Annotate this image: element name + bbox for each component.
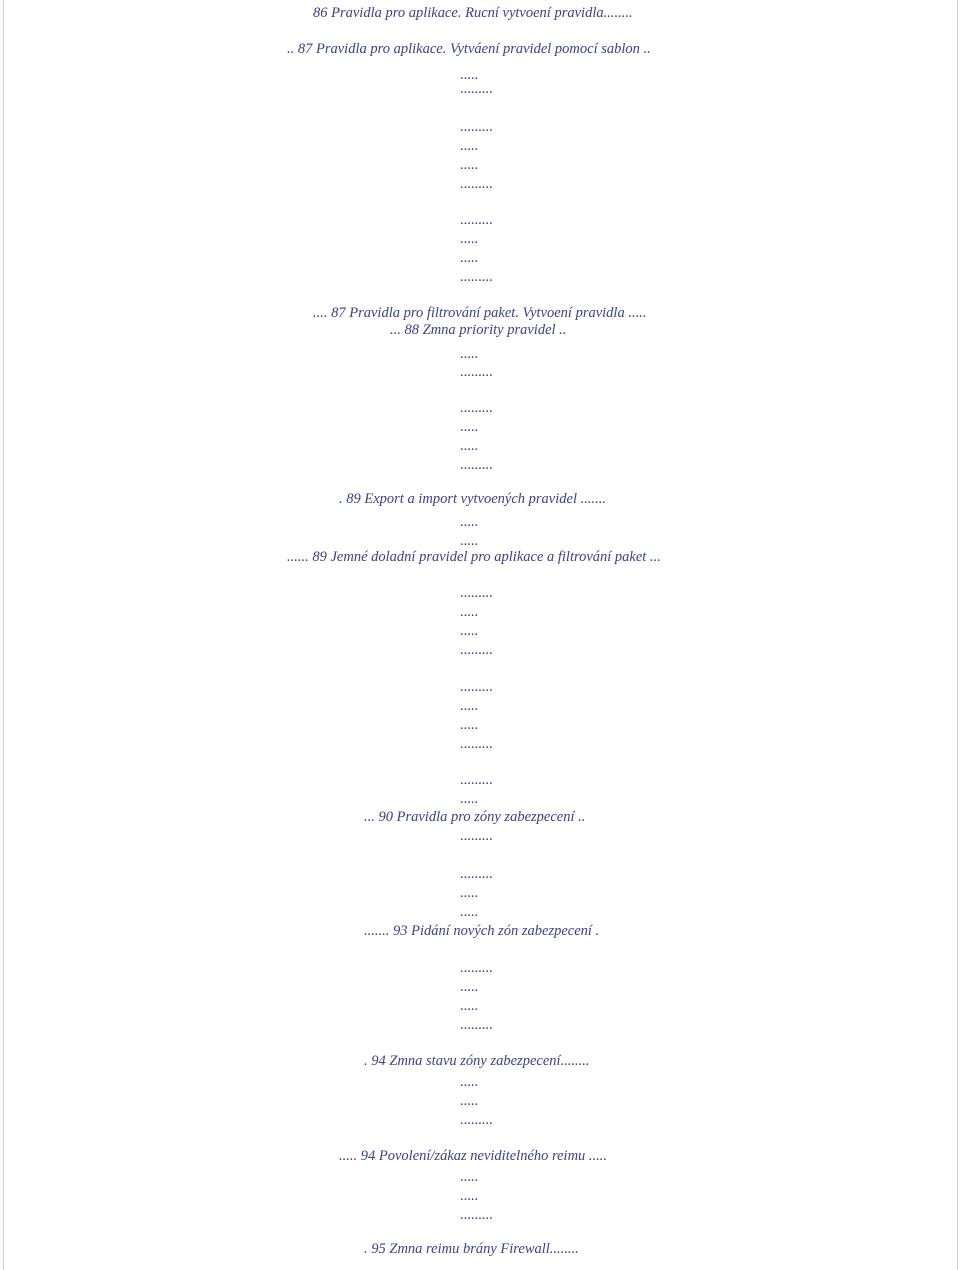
toc-leader-dots: .....	[460, 885, 479, 901]
toc-leader-dots: .....	[460, 250, 479, 266]
toc-leader-dots: .....	[460, 904, 479, 920]
toc-leader-dots: .....	[460, 231, 479, 247]
toc-leader-dots: .....	[460, 1188, 479, 1204]
toc-leader-dots: .........	[460, 1017, 493, 1033]
toc-leader-dots: .....	[460, 514, 479, 530]
toc-leader-dots: .....	[460, 419, 479, 435]
toc-entry-88-rule-priority: ... 88 Zmna priority pravidel ..	[390, 322, 567, 338]
toc-leader-dots: .....	[460, 533, 479, 549]
toc-leader-dots: .........	[460, 81, 493, 97]
toc-entry-90-security-zones: ... 90 Pravidla pro zóny zabezpecení ..	[364, 809, 586, 825]
toc-leader-dots: .....	[460, 604, 479, 620]
toc-leader-dots: .........	[460, 585, 493, 601]
toc-entry-94-zone-state: . 94 Zmna stavu zóny zabezpecení........	[364, 1053, 590, 1069]
toc-leader-dots: .........	[460, 960, 493, 976]
toc-leader-dots: .....	[460, 138, 479, 154]
toc-leader-dots: .....	[460, 717, 479, 733]
toc-entry-93-add-zones: ....... 93 Pidání nových zón zabezpecení .	[364, 923, 600, 939]
toc-entry-87-template-rule: .. 87 Pravidla pro aplikace. Vytváení pravidel pomocí sablon ..	[287, 41, 651, 57]
toc-leader-dots: .....	[460, 67, 479, 83]
toc-entry-87-packet-filter-rule: .... 87 Pravidla pro filtrování paket. Vytvoení pravidla .....	[313, 305, 647, 321]
toc-entry-86-manual-rule: 86 Pravidla pro aplikace. Rucní vytvoení pravidla........	[313, 5, 633, 21]
toc-entry-94-stealth-mode: ..... 94 Povolení/zákaz neviditelného reimu .....	[339, 1148, 608, 1164]
toc-leader-dots: .........	[460, 212, 493, 228]
toc-leader-dots: .....	[460, 623, 479, 639]
toc-entry-89-export-import: . 89 Export a import vytvoených pravidel .......	[339, 491, 606, 507]
toc-leader-dots: .........	[460, 176, 493, 192]
toc-entry-89-fine-tuning: ...... 89 Jemné doladní pravidel pro aplikace a filtrování paket ...	[287, 549, 661, 565]
toc-leader-dots: .....	[460, 979, 479, 995]
toc-leader-dots: .....	[460, 1093, 479, 1109]
toc-leader-dots: .........	[460, 400, 493, 416]
toc-leader-dots: .........	[460, 269, 493, 285]
toc-leader-dots: .........	[460, 457, 493, 473]
toc-leader-dots: .........	[460, 866, 493, 882]
toc-leader-dots: .....	[460, 698, 479, 714]
toc-leader-dots: .....	[460, 1074, 479, 1090]
toc-entry-95-firewall-mode: . 95 Zmna reimu brány Firewall........	[364, 1241, 579, 1257]
toc-leader-dots: .........	[460, 364, 493, 380]
toc-leader-dots: .....	[460, 438, 479, 454]
toc-leader-dots: .....	[460, 346, 479, 362]
toc-leader-dots: .....	[460, 1169, 479, 1185]
toc-leader-dots: .........	[460, 119, 493, 135]
toc-leader-dots: .........	[460, 1207, 493, 1223]
toc-leader-dots: .........	[460, 772, 493, 788]
toc-leader-dots: .....	[460, 157, 479, 173]
toc-leader-dots: .........	[460, 736, 493, 752]
toc-leader-dots: .........	[460, 1112, 493, 1128]
toc-leader-dots: .........	[460, 828, 493, 844]
toc-leader-dots: .........	[460, 642, 493, 658]
toc-leader-dots: .........	[460, 679, 493, 695]
toc-leader-dots: .....	[460, 791, 479, 807]
toc-leader-dots: .....	[460, 998, 479, 1014]
